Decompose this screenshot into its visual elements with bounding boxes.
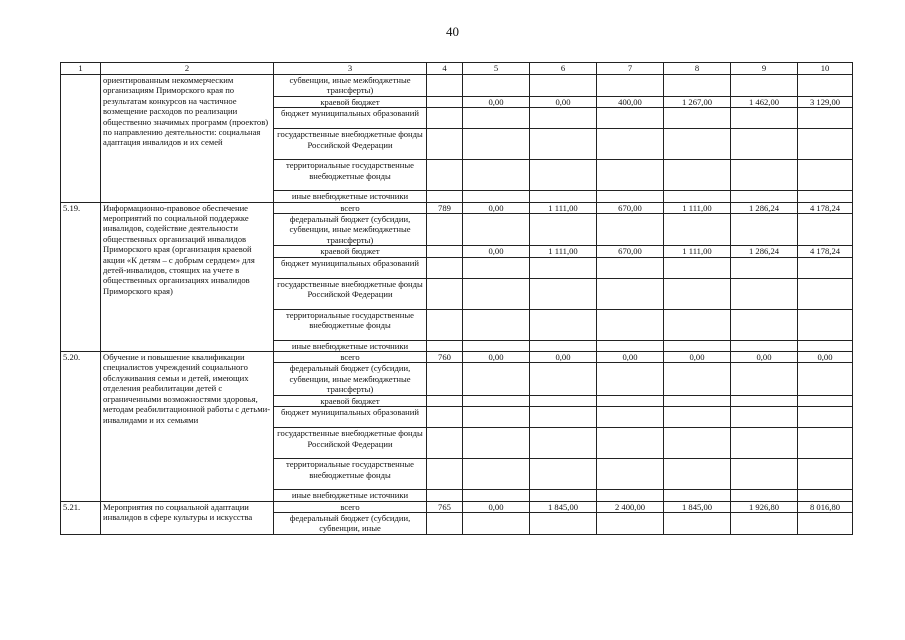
item-description: Обучение и повышение квалификации специалистов учреждений социального обслуживания семьи и детей, имеющих отделения реабилитации детей с ограниченными возможностями здоровья, методам реабилитационной работы с детьми-инвалидами и их семьями	[101, 352, 274, 501]
value-cell	[463, 214, 530, 246]
funding-source: иные внебюджетные источники	[274, 191, 427, 202]
budget-table	[60, 62, 853, 535]
item-number: 5.21.	[61, 501, 101, 534]
value-cell: 8 016,80	[798, 501, 853, 512]
value-cell	[798, 160, 853, 191]
value-cell	[597, 278, 664, 309]
value-cell	[664, 214, 731, 246]
value-cell	[530, 512, 597, 534]
page-number: 40	[446, 24, 459, 39]
value-cell	[597, 129, 664, 160]
value-cell	[664, 309, 731, 340]
funding-source: федеральный бюджет (субсидии, субвенции, иные межбюджетные трансферты)	[274, 214, 427, 246]
header-row	[61, 63, 853, 75]
value-cell	[798, 309, 853, 340]
code-cell	[427, 512, 463, 534]
value-cell: 0,00	[664, 352, 731, 363]
value-cell	[664, 459, 731, 490]
value-cell	[463, 257, 530, 278]
column-header: 5	[463, 63, 530, 75]
item-description: Мероприятия по социальной адаптации инвалидов в сфере культуры и искусства	[101, 501, 274, 534]
funding-source: иные внебюджетные источники	[274, 490, 427, 501]
value-cell	[463, 278, 530, 309]
funding-source: бюджет муниципальных образований	[274, 257, 427, 278]
value-cell: 1 111,00	[664, 202, 731, 213]
value-cell: 0,00	[463, 96, 530, 107]
value-cell	[798, 407, 853, 428]
code-cell	[427, 407, 463, 428]
column-header: 10	[798, 63, 853, 75]
column-header: 8	[664, 63, 731, 75]
value-cell	[530, 108, 597, 129]
code-cell	[427, 340, 463, 351]
value-cell	[530, 309, 597, 340]
value-cell	[597, 214, 664, 246]
value-cell: 1 267,00	[664, 96, 731, 107]
value-cell	[463, 75, 530, 97]
value-cell	[530, 459, 597, 490]
value-cell	[731, 214, 798, 246]
funding-source: государственные внебюджетные фонды Российской Федерации	[274, 428, 427, 459]
code-cell	[427, 96, 463, 107]
value-cell	[664, 512, 731, 534]
code-cell	[427, 191, 463, 202]
value-cell	[530, 407, 597, 428]
value-cell	[798, 395, 853, 406]
code-cell	[427, 395, 463, 406]
value-cell	[798, 214, 853, 246]
value-cell	[463, 309, 530, 340]
code-cell	[427, 129, 463, 160]
value-cell: 1 286,24	[731, 246, 798, 257]
value-cell: 0,00	[463, 202, 530, 213]
value-cell: 670,00	[597, 202, 664, 213]
value-cell	[597, 407, 664, 428]
item-description: Информационно-правовое обеспечение мероприятий по социальной поддержке инвалидов, содействие деятельности общественных организаций инвалидов Приморского края (организация краевой акции «К детям – с добрым сердцем» для детей-инвалидов, стоящих на учете в общественных организациях инвалидов Приморского края)	[101, 202, 274, 351]
value-cell	[798, 257, 853, 278]
funding-source: всего	[274, 352, 427, 363]
value-cell	[731, 395, 798, 406]
value-cell: 0,00	[463, 246, 530, 257]
value-cell	[463, 129, 530, 160]
value-cell	[597, 257, 664, 278]
value-cell	[798, 75, 853, 97]
value-cell: 4 178,24	[798, 202, 853, 213]
value-cell	[530, 191, 597, 202]
value-cell	[731, 459, 798, 490]
value-cell	[463, 363, 530, 395]
funding-source: бюджет муниципальных образований	[274, 407, 427, 428]
value-cell	[463, 490, 530, 501]
value-cell	[664, 129, 731, 160]
value-cell: 3 129,00	[798, 96, 853, 107]
value-cell	[664, 363, 731, 395]
funding-source: государственные внебюджетные фонды Российской Федерации	[274, 278, 427, 309]
funding-source: федеральный бюджет (субсидии, субвенции, иные межбюджетные трансферты)	[274, 363, 427, 395]
value-cell	[530, 129, 597, 160]
funding-source: краевой бюджет	[274, 246, 427, 257]
value-cell	[664, 407, 731, 428]
value-cell	[463, 340, 530, 351]
value-cell	[731, 490, 798, 501]
code-cell	[427, 214, 463, 246]
funding-source: краевой бюджет	[274, 395, 427, 406]
code-cell	[427, 75, 463, 97]
item-number	[61, 75, 101, 203]
code-cell	[427, 246, 463, 257]
column-header: 2	[101, 63, 274, 75]
value-cell	[664, 428, 731, 459]
value-cell	[597, 309, 664, 340]
value-cell	[597, 459, 664, 490]
value-cell	[731, 160, 798, 191]
value-cell: 1 845,00	[530, 501, 597, 512]
value-cell	[530, 278, 597, 309]
value-cell: 0,00	[731, 352, 798, 363]
value-cell	[463, 108, 530, 129]
value-cell: 0,00	[463, 352, 530, 363]
funding-source: территориальные государственные внебюджетные фонды	[274, 160, 427, 191]
value-cell	[463, 160, 530, 191]
value-cell	[530, 257, 597, 278]
value-cell	[731, 309, 798, 340]
value-cell	[731, 278, 798, 309]
value-cell	[664, 340, 731, 351]
column-header: 7	[597, 63, 664, 75]
table-row	[61, 75, 853, 97]
value-cell	[597, 363, 664, 395]
value-cell	[731, 75, 798, 97]
code-cell: 789	[427, 202, 463, 213]
value-cell	[597, 191, 664, 202]
value-cell: 1 462,00	[731, 96, 798, 107]
value-cell	[597, 75, 664, 97]
value-cell	[731, 129, 798, 160]
value-cell	[597, 428, 664, 459]
code-cell	[427, 257, 463, 278]
value-cell	[530, 363, 597, 395]
value-cell	[597, 512, 664, 534]
value-cell	[463, 512, 530, 534]
value-cell	[731, 512, 798, 534]
value-cell: 0,00	[597, 352, 664, 363]
value-cell: 1 926,80	[731, 501, 798, 512]
value-cell	[731, 407, 798, 428]
value-cell	[731, 191, 798, 202]
funding-source: федеральный бюджет (субсидии, субвенции, иные	[274, 512, 427, 534]
value-cell	[530, 340, 597, 351]
value-cell	[798, 129, 853, 160]
value-cell	[798, 340, 853, 351]
value-cell: 1 111,00	[530, 202, 597, 213]
value-cell	[463, 407, 530, 428]
value-cell	[463, 459, 530, 490]
value-cell: 400,00	[597, 96, 664, 107]
value-cell	[664, 108, 731, 129]
funding-source: субвенции, иные межбюджетные трансферты)	[274, 75, 427, 97]
value-cell	[664, 191, 731, 202]
value-cell	[798, 363, 853, 395]
table-row	[61, 501, 853, 512]
value-cell	[664, 75, 731, 97]
value-cell: 1 111,00	[664, 246, 731, 257]
item-number: 5.20.	[61, 352, 101, 501]
value-cell: 670,00	[597, 246, 664, 257]
code-cell	[427, 160, 463, 191]
value-cell	[664, 490, 731, 501]
value-cell	[530, 395, 597, 406]
value-cell	[731, 428, 798, 459]
value-cell: 1 845,00	[664, 501, 731, 512]
value-cell	[798, 108, 853, 129]
funding-source: краевой бюджет	[274, 96, 427, 107]
value-cell: 0,00	[798, 352, 853, 363]
value-cell: 1 286,24	[731, 202, 798, 213]
value-cell	[798, 459, 853, 490]
code-cell	[427, 278, 463, 309]
funding-source: иные внебюджетные источники	[274, 340, 427, 351]
item-description: ориентированным некоммерческим организациям Приморского края по результатам конкурсов на частичное возмещение расходов по реализации общественно значимых программ (проектов) по направлению деятельности: социальная адаптация инвалидов и их семей	[101, 75, 274, 203]
value-cell	[597, 160, 664, 191]
value-cell	[597, 395, 664, 406]
value-cell	[731, 108, 798, 129]
code-cell	[427, 459, 463, 490]
funding-source: бюджет муниципальных образований	[274, 108, 427, 129]
column-header: 9	[731, 63, 798, 75]
funding-source: всего	[274, 202, 427, 213]
value-cell	[664, 278, 731, 309]
value-cell	[798, 278, 853, 309]
code-cell	[427, 309, 463, 340]
value-cell	[798, 512, 853, 534]
funding-source: территориальные государственные внебюджетные фонды	[274, 309, 427, 340]
value-cell: 0,00	[530, 96, 597, 107]
value-cell: 0,00	[530, 352, 597, 363]
value-cell	[664, 257, 731, 278]
value-cell: 2 400,00	[597, 501, 664, 512]
value-cell	[798, 490, 853, 501]
value-cell	[597, 490, 664, 501]
column-header: 6	[530, 63, 597, 75]
code-cell: 765	[427, 501, 463, 512]
table-row	[61, 202, 853, 213]
code-cell	[427, 428, 463, 459]
value-cell	[530, 214, 597, 246]
code-cell	[427, 490, 463, 501]
value-cell	[463, 428, 530, 459]
code-cell	[427, 363, 463, 395]
value-cell	[731, 340, 798, 351]
value-cell: 0,00	[463, 501, 530, 512]
value-cell	[664, 160, 731, 191]
code-cell: 760	[427, 352, 463, 363]
value-cell	[463, 191, 530, 202]
value-cell	[530, 490, 597, 501]
value-cell	[463, 395, 530, 406]
value-cell	[798, 428, 853, 459]
value-cell	[731, 363, 798, 395]
table-row	[61, 352, 853, 363]
value-cell	[798, 191, 853, 202]
value-cell	[664, 395, 731, 406]
column-header: 4	[427, 63, 463, 75]
value-cell	[597, 340, 664, 351]
value-cell	[530, 75, 597, 97]
item-number: 5.19.	[61, 202, 101, 351]
code-cell	[427, 108, 463, 129]
value-cell	[530, 160, 597, 191]
column-header: 1	[61, 63, 101, 75]
value-cell	[731, 257, 798, 278]
funding-source: всего	[274, 501, 427, 512]
value-cell	[530, 428, 597, 459]
value-cell: 4 178,24	[798, 246, 853, 257]
value-cell	[597, 108, 664, 129]
funding-source: территориальные государственные внебюджетные фонды	[274, 459, 427, 490]
value-cell: 1 111,00	[530, 246, 597, 257]
column-header: 3	[274, 63, 427, 75]
funding-source: государственные внебюджетные фонды Российской Федерации	[274, 129, 427, 160]
